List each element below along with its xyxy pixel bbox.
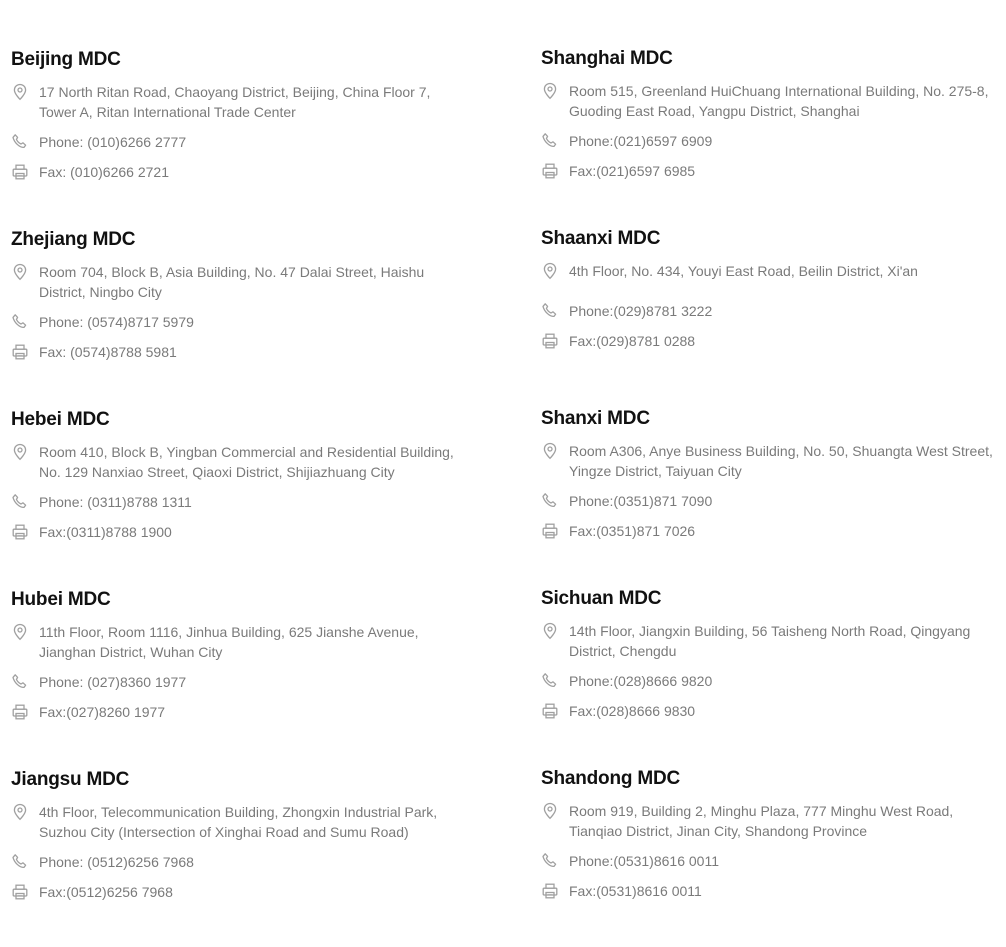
office-title: Shanghai MDC <box>541 48 673 69</box>
address-text: 17 North Ritan Road, Chaoyang District, Beijing, China Floor 7, Tower A, Ritan International Trade Center <box>39 84 431 120</box>
address-text: 4th Floor, No. 434, Youyi East Road, Beilin District, Xi'an <box>569 263 918 279</box>
address-text: Room 515, Greenland HuiChuang International Building, No. 275-8, Guoding East Road, Yangpu District, Shanghai <box>569 83 989 119</box>
address-text: Room A306, Anye Business Building, No. 50, Shuangta West Street, Yingze District, Taiyuan City <box>569 443 993 479</box>
address-text: Room 919, Building 2, Minghu Plaza, 777 Minghu West Road, Tianqiao District, Jinan City, Shandong Province <box>569 803 954 839</box>
office-card-shandong <box>541 767 1003 901</box>
location-pin-icon <box>541 82 559 100</box>
printer-icon <box>541 882 559 900</box>
location-pin-icon <box>11 83 29 101</box>
phone-icon <box>11 673 29 691</box>
office-phone <box>11 852 471 872</box>
office-title: Shaanxi MDC <box>541 228 661 249</box>
office-phone <box>541 301 1003 321</box>
printer-icon <box>11 163 29 181</box>
office-address <box>541 441 1003 481</box>
office-card-shanghai <box>541 47 1003 181</box>
office-fax <box>541 521 1003 541</box>
phone-text[interactable]: Phone:(0531)8616 0011 <box>569 853 719 869</box>
fax-text: Fax:(0311)8788 1900 <box>39 524 172 540</box>
office-phone <box>541 851 1003 871</box>
location-pin-icon <box>11 803 29 821</box>
office-address <box>541 621 1003 661</box>
phone-text[interactable]: Phone:(0351)871 7090 <box>569 493 713 509</box>
office-phone <box>11 492 471 512</box>
address-text: 11th Floor, Room 1116, Jinhua Building, 625 Jianshe Avenue, Jianghan District, Wuhan City <box>39 624 419 660</box>
fax-text: Fax:(027)8260 1977 <box>39 704 166 720</box>
office-address <box>11 442 471 482</box>
office-fax <box>11 162 471 182</box>
printer-icon <box>541 332 559 350</box>
fax-text: Fax:(028)8666 9830 <box>569 703 696 719</box>
office-fax <box>11 702 471 722</box>
phone-icon <box>11 493 29 511</box>
phone-text[interactable]: Phone: (027)8360 1977 <box>39 674 187 690</box>
fax-text: Fax:(0351)871 7026 <box>569 523 696 539</box>
office-card-hubei <box>11 588 471 722</box>
fax-text: Fax:(0531)8616 0011 <box>569 883 702 899</box>
address-text: 4th Floor, Telecommunication Building, Zhongxin Industrial Park, Suzhou City (Intersection of Xinghai Road and Sumu Road) <box>39 804 438 840</box>
address-text: Room 410, Block B, Yingban Commercial and Residential Building, No. 129 Nanxiao Street, Qiaoxi District, Shijiazhuang City <box>39 444 454 480</box>
printer-icon <box>11 703 29 721</box>
office-card-shanxi <box>541 407 1003 541</box>
office-fax <box>541 161 1003 181</box>
office-title: Zhejiang MDC <box>11 229 136 250</box>
office-fax <box>541 881 1003 901</box>
location-pin-icon <box>11 443 29 461</box>
phone-text[interactable]: Phone: (0574)8717 5979 <box>39 314 194 330</box>
phone-icon <box>541 492 559 510</box>
office-card-sichuan <box>541 587 1003 721</box>
office-title: Shandong MDC <box>541 768 681 789</box>
phone-icon <box>11 853 29 871</box>
address-text: Room 704, Block B, Asia Building, No. 47 Dalai Street, Haishu District, Ningbo City <box>39 264 425 300</box>
phone-icon <box>11 313 29 331</box>
office-title: Hebei MDC <box>11 409 110 430</box>
address-text: 14th Floor, Jiangxin Building, 56 Taisheng North Road, Qingyang District, Chengdu <box>569 623 971 659</box>
phone-text[interactable]: Phone:(029)8781 3222 <box>569 303 713 319</box>
phone-icon <box>541 132 559 150</box>
printer-icon <box>11 883 29 901</box>
office-card-shaanxi <box>541 227 1003 351</box>
phone-text[interactable]: Phone:(028)8666 9820 <box>569 673 713 689</box>
fax-text: Fax:(021)6597 6985 <box>569 163 696 179</box>
office-card-hebei <box>11 408 471 542</box>
phone-icon <box>541 852 559 870</box>
office-phone <box>541 131 1003 151</box>
office-address <box>11 82 471 122</box>
office-title: Beijing MDC <box>11 49 121 70</box>
office-title: Sichuan MDC <box>541 588 662 609</box>
office-card-beijing <box>11 48 471 182</box>
office-address <box>541 261 1003 281</box>
office-phone <box>11 132 471 152</box>
office-address <box>11 622 471 662</box>
fax-text: Fax:(0512)6256 7968 <box>39 884 173 900</box>
office-phone <box>541 491 1003 511</box>
office-title: Jiangsu MDC <box>11 769 130 790</box>
printer-icon <box>541 162 559 180</box>
phone-text[interactable]: Phone: (010)6266 2777 <box>39 134 187 150</box>
office-phone <box>11 672 471 692</box>
fax-text: Fax: (010)6266 2721 <box>39 164 169 180</box>
location-pin-icon <box>541 802 559 820</box>
fax-text: Fax:(029)8781 0288 <box>569 333 696 349</box>
office-fax <box>541 701 1003 721</box>
phone-text[interactable]: Phone: (0512)6256 7968 <box>39 854 194 870</box>
printer-icon <box>11 343 29 361</box>
location-pin-icon <box>541 622 559 640</box>
office-address <box>11 802 471 842</box>
office-address <box>541 81 1003 121</box>
printer-icon <box>11 523 29 541</box>
office-title: Shanxi MDC <box>541 408 650 429</box>
location-pin-icon <box>541 442 559 460</box>
phone-icon <box>11 133 29 151</box>
location-pin-icon <box>11 623 29 641</box>
office-fax <box>11 522 471 542</box>
office-address <box>11 262 471 302</box>
phone-text[interactable]: Phone: (0311)8788 1311 <box>39 494 192 510</box>
office-card-jiangsu <box>11 768 471 902</box>
location-pin-icon <box>541 262 559 280</box>
office-phone <box>11 312 471 332</box>
office-title: Hubei MDC <box>11 589 111 610</box>
office-address <box>541 801 1003 841</box>
phone-icon <box>541 672 559 690</box>
phone-text[interactable]: Phone:(021)6597 6909 <box>569 133 713 149</box>
office-fax <box>541 331 1003 351</box>
office-card-zhejiang <box>11 228 471 362</box>
office-phone <box>541 671 1003 691</box>
office-fax <box>11 882 471 902</box>
fax-text: Fax: (0574)8788 5981 <box>39 344 177 360</box>
phone-icon <box>541 302 559 320</box>
printer-icon <box>541 702 559 720</box>
office-fax <box>11 342 471 362</box>
location-pin-icon <box>11 263 29 281</box>
printer-icon <box>541 522 559 540</box>
